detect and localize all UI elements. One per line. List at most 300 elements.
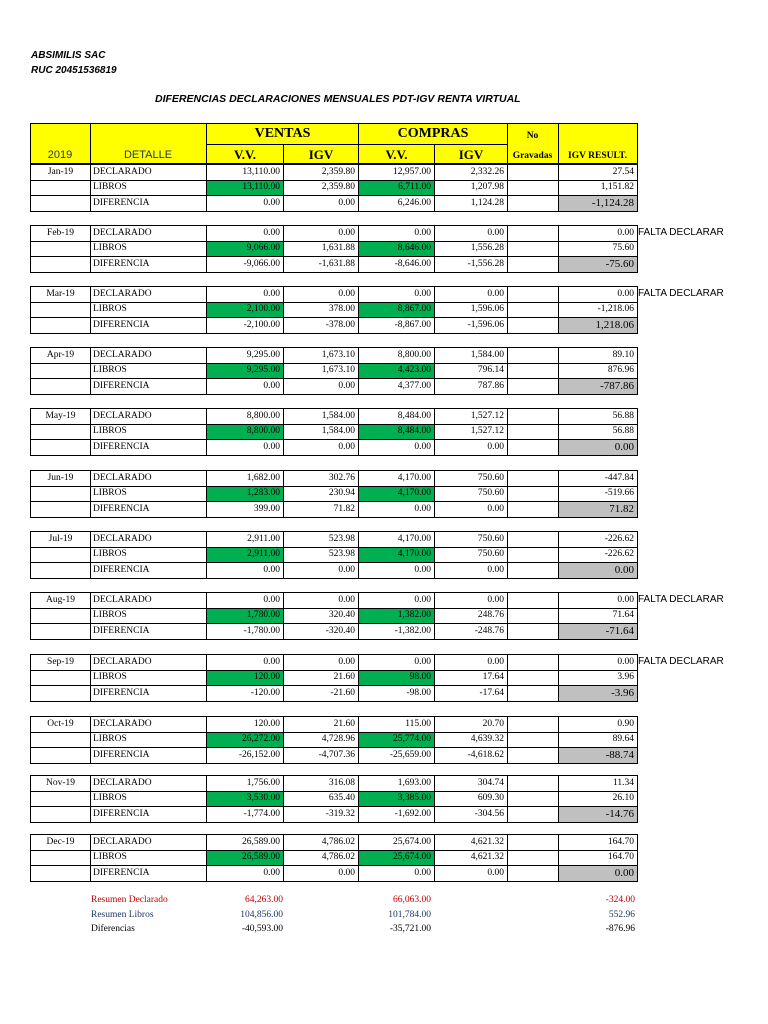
igv-result-value: -447.84 bbox=[558, 470, 638, 487]
value-igv-c: 1,207.98 bbox=[434, 180, 508, 196]
month-cell bbox=[30, 685, 91, 702]
igv-result-value: 0.00 bbox=[558, 654, 638, 671]
value-vv-c: -1,692.00 bbox=[358, 806, 435, 823]
value-igv-v: 2,359.80 bbox=[283, 180, 359, 196]
summary-result: -876.96 bbox=[605, 924, 635, 934]
value-igv-c: 1,527.12 bbox=[434, 424, 508, 440]
header-no-gravadas-1: No bbox=[526, 131, 539, 142]
igv-result-value: 0.00 bbox=[558, 286, 638, 303]
month-cell: Feb-19 bbox=[30, 225, 91, 242]
value-igv-v: -1,631.88 bbox=[283, 256, 359, 273]
value-vv-c: 12,957.00 bbox=[358, 164, 435, 181]
value-igv-v: 1,673.10 bbox=[283, 347, 359, 364]
no-gravadas-value bbox=[507, 470, 559, 487]
igv-result-value: 89.64 bbox=[558, 732, 638, 748]
value-vv-v: 0.00 bbox=[206, 225, 284, 242]
row-label: DIFERENCIA bbox=[90, 501, 207, 518]
value-igv-c: 0.00 bbox=[434, 286, 508, 303]
value-vv-v: 0.00 bbox=[206, 654, 284, 671]
value-igv-v: 1,584.00 bbox=[283, 424, 359, 440]
value-vv-c: -8,867.00 bbox=[358, 317, 435, 334]
value-igv-c: 1,527.12 bbox=[434, 408, 508, 425]
no-gravadas-value bbox=[507, 732, 559, 748]
value-igv-v: 378.00 bbox=[283, 302, 359, 318]
month-cell bbox=[30, 378, 91, 395]
no-gravadas-value bbox=[507, 195, 559, 212]
value-vv-v: 120.00 bbox=[206, 670, 284, 686]
value-vv-v: 3,530.00 bbox=[206, 791, 284, 807]
month-cell bbox=[30, 241, 91, 257]
value-igv-c: -1,596.06 bbox=[434, 317, 508, 334]
igv-result-value: 876.96 bbox=[558, 363, 638, 379]
igv-result-value: 164.70 bbox=[558, 850, 638, 866]
no-gravadas-value bbox=[507, 241, 559, 257]
no-gravadas-value bbox=[507, 654, 559, 671]
row-label: LIBROS bbox=[90, 791, 207, 807]
summary-ventas: 104,856.00 bbox=[240, 910, 283, 920]
value-vv-c: 0.00 bbox=[358, 286, 435, 303]
value-vv-v: 120.00 bbox=[206, 716, 284, 733]
value-vv-v: 26,272.00 bbox=[206, 732, 284, 748]
igv-result-value: 0.00 bbox=[558, 592, 638, 609]
month-cell: Oct-19 bbox=[30, 716, 91, 733]
no-gravadas-value bbox=[507, 775, 559, 792]
value-igv-v: 0.00 bbox=[283, 562, 359, 579]
no-gravadas-value bbox=[507, 164, 559, 181]
row-label: DECLARADO bbox=[90, 775, 207, 792]
value-igv-c: -4,618.62 bbox=[434, 747, 508, 764]
value-igv-c: 0.00 bbox=[434, 562, 508, 579]
value-vv-v: -120.00 bbox=[206, 685, 284, 702]
value-igv-c: 1,124.28 bbox=[434, 195, 508, 212]
value-igv-v: -4,707.36 bbox=[283, 747, 359, 764]
row-label: LIBROS bbox=[90, 363, 207, 379]
header-detalle: DETALLE bbox=[123, 149, 173, 161]
value-vv-v: 26,589.00 bbox=[206, 850, 284, 866]
month-cell bbox=[30, 180, 91, 196]
value-vv-c: 0.00 bbox=[358, 225, 435, 242]
igv-result-value: 0.00 bbox=[558, 439, 638, 456]
value-vv-c: 0.00 bbox=[358, 865, 435, 882]
value-igv-c: 750.60 bbox=[434, 531, 508, 548]
no-gravadas-value bbox=[507, 501, 559, 518]
igv-result-value: -226.62 bbox=[558, 531, 638, 548]
value-vv-c: 0.00 bbox=[358, 654, 435, 671]
no-gravadas-value bbox=[507, 424, 559, 440]
no-gravadas-value bbox=[507, 225, 559, 242]
row-label: DIFERENCIA bbox=[90, 195, 207, 212]
value-igv-c: 609.30 bbox=[434, 791, 508, 807]
value-vv-c: -25,659.00 bbox=[358, 747, 435, 764]
header-compras-igv: IGV bbox=[434, 144, 508, 164]
month-cell bbox=[30, 317, 91, 334]
row-label: DECLARADO bbox=[90, 164, 207, 181]
month-cell bbox=[30, 732, 91, 748]
month-cell bbox=[30, 439, 91, 456]
row-label: LIBROS bbox=[90, 424, 207, 440]
value-vv-v: 0.00 bbox=[206, 865, 284, 882]
value-vv-v: -1,780.00 bbox=[206, 623, 284, 640]
value-vv-v: 9,066.00 bbox=[206, 241, 284, 257]
month-cell bbox=[30, 791, 91, 807]
igv-result-value: 27.54 bbox=[558, 164, 638, 181]
value-vv-v: 13,110.00 bbox=[206, 180, 284, 196]
value-vv-c: 0.00 bbox=[358, 439, 435, 456]
month-cell: Sep-19 bbox=[30, 654, 91, 671]
no-gravadas-value bbox=[507, 378, 559, 395]
falta-declarar-note: FALTA DECLARAR bbox=[638, 288, 724, 299]
value-igv-v: 0.00 bbox=[283, 439, 359, 456]
value-igv-c: 0.00 bbox=[434, 439, 508, 456]
value-vv-v: 399.00 bbox=[206, 501, 284, 518]
falta-declarar-note: FALTA DECLARAR bbox=[638, 227, 724, 238]
value-vv-c: 0.00 bbox=[358, 592, 435, 609]
falta-declarar-note: FALTA DECLARAR bbox=[638, 656, 724, 667]
igv-result-value: 26.10 bbox=[558, 791, 638, 807]
value-igv-c: 750.60 bbox=[434, 547, 508, 563]
value-igv-v: 0.00 bbox=[283, 225, 359, 242]
value-vv-v: 13,110.00 bbox=[206, 164, 284, 181]
value-vv-v: 1,682.00 bbox=[206, 470, 284, 487]
month-cell: Jun-19 bbox=[30, 470, 91, 487]
value-igv-c: 4,639.32 bbox=[434, 732, 508, 748]
row-label: DIFERENCIA bbox=[90, 685, 207, 702]
value-igv-c: 787.86 bbox=[434, 378, 508, 395]
value-igv-c: 0.00 bbox=[434, 501, 508, 518]
no-gravadas-value bbox=[507, 806, 559, 823]
no-gravadas-value bbox=[507, 608, 559, 624]
no-gravadas-value bbox=[507, 408, 559, 425]
month-cell: Jul-19 bbox=[30, 531, 91, 548]
value-vv-v: 0.00 bbox=[206, 592, 284, 609]
value-igv-v: 523.98 bbox=[283, 531, 359, 548]
value-igv-c: 0.00 bbox=[434, 225, 508, 242]
value-igv-v: 4,728.96 bbox=[283, 732, 359, 748]
row-label: DIFERENCIA bbox=[90, 317, 207, 334]
row-label: DIFERENCIA bbox=[90, 747, 207, 764]
summary-ventas: 64,263.00 bbox=[245, 895, 283, 905]
month-cell bbox=[30, 850, 91, 866]
month-cell: Nov-19 bbox=[30, 775, 91, 792]
value-vv-v: 9,295.00 bbox=[206, 363, 284, 379]
value-igv-c: 304.74 bbox=[434, 775, 508, 792]
header-compras: COMPRAS bbox=[358, 123, 508, 145]
row-label: LIBROS bbox=[90, 241, 207, 257]
value-vv-c: 6,246.00 bbox=[358, 195, 435, 212]
no-gravadas-value bbox=[507, 716, 559, 733]
igv-result-value: -1,218.06 bbox=[558, 302, 638, 318]
row-label: DECLARADO bbox=[90, 716, 207, 733]
value-vv-c: 25,774.00 bbox=[358, 732, 435, 748]
value-vv-v: 0.00 bbox=[206, 378, 284, 395]
company-name: ABSIMILIS SAC bbox=[31, 50, 106, 61]
value-vv-c: 1,693.00 bbox=[358, 775, 435, 792]
no-gravadas-value bbox=[507, 791, 559, 807]
month-cell bbox=[30, 806, 91, 823]
month-cell bbox=[30, 302, 91, 318]
value-vv-v: 8,800.00 bbox=[206, 424, 284, 440]
no-gravadas-value bbox=[507, 670, 559, 686]
value-igv-v: 21.60 bbox=[283, 716, 359, 733]
igv-result-value: 75.60 bbox=[558, 241, 638, 257]
month-cell bbox=[30, 670, 91, 686]
row-label: DIFERENCIA bbox=[90, 439, 207, 456]
value-vv-c: 3,385.00 bbox=[358, 791, 435, 807]
value-igv-v: 4,786.02 bbox=[283, 850, 359, 866]
row-label: LIBROS bbox=[90, 180, 207, 196]
value-vv-v: 1,283.00 bbox=[206, 486, 284, 502]
igv-result-value: 0.00 bbox=[558, 562, 638, 579]
igv-result-value: 11.34 bbox=[558, 775, 638, 792]
igv-result-value: -1,124.28 bbox=[558, 195, 638, 212]
row-label: DECLARADO bbox=[90, 347, 207, 364]
value-vv-c: 0.00 bbox=[358, 562, 435, 579]
row-label: LIBROS bbox=[90, 547, 207, 563]
row-label: DIFERENCIA bbox=[90, 562, 207, 579]
row-label: DIFERENCIA bbox=[90, 623, 207, 640]
value-vv-c: -8,646.00 bbox=[358, 256, 435, 273]
value-vv-c: 4,377.00 bbox=[358, 378, 435, 395]
value-vv-v: -26,152.00 bbox=[206, 747, 284, 764]
row-label: DIFERENCIA bbox=[90, 865, 207, 882]
no-gravadas-value bbox=[507, 592, 559, 609]
value-igv-v: 0.00 bbox=[283, 286, 359, 303]
value-vv-c: 8,800.00 bbox=[358, 347, 435, 364]
no-gravadas-value bbox=[507, 562, 559, 579]
value-vv-c: 4,170.00 bbox=[358, 531, 435, 548]
value-igv-c: -248.76 bbox=[434, 623, 508, 640]
value-igv-v: 4,786.02 bbox=[283, 834, 359, 851]
value-vv-c: 0.00 bbox=[358, 501, 435, 518]
value-igv-v: -319.32 bbox=[283, 806, 359, 823]
no-gravadas-value bbox=[507, 286, 559, 303]
month-cell: Jan-19 bbox=[30, 164, 91, 181]
month-cell bbox=[30, 424, 91, 440]
row-label: DIFERENCIA bbox=[90, 806, 207, 823]
no-gravadas-value bbox=[507, 623, 559, 640]
company-ruc: RUC 20451536819 bbox=[31, 65, 117, 76]
value-igv-c: 1,556.28 bbox=[434, 241, 508, 257]
igv-result-value: 164.70 bbox=[558, 834, 638, 851]
header-compras-vv: V.V. bbox=[358, 144, 435, 164]
value-vv-v: -9,066.00 bbox=[206, 256, 284, 273]
value-vv-c: 4,170.00 bbox=[358, 486, 435, 502]
month-cell bbox=[30, 256, 91, 273]
value-igv-v: 0.00 bbox=[283, 378, 359, 395]
value-igv-v: 1,631.88 bbox=[283, 241, 359, 257]
igv-result-value: 1,218.06 bbox=[558, 317, 638, 334]
no-gravadas-value bbox=[507, 685, 559, 702]
row-label: LIBROS bbox=[90, 670, 207, 686]
header-ventas-igv: IGV bbox=[283, 144, 359, 164]
value-vv-v: -1,774.00 bbox=[206, 806, 284, 823]
igv-result-value: 89.10 bbox=[558, 347, 638, 364]
igv-result-value: 0.00 bbox=[558, 865, 638, 882]
no-gravadas-value bbox=[507, 317, 559, 334]
value-igv-c: 2,332.26 bbox=[434, 164, 508, 181]
row-label: DECLARADO bbox=[90, 531, 207, 548]
value-igv-v: 1,673.10 bbox=[283, 363, 359, 379]
value-igv-v: 0.00 bbox=[283, 654, 359, 671]
value-vv-v: 26,589.00 bbox=[206, 834, 284, 851]
value-igv-c: -1,556.28 bbox=[434, 256, 508, 273]
igv-result-value: 56.88 bbox=[558, 408, 638, 425]
value-vv-c: 25,674.00 bbox=[358, 850, 435, 866]
value-vv-c: 25,674.00 bbox=[358, 834, 435, 851]
month-cell: Aug-19 bbox=[30, 592, 91, 609]
value-igv-c: 1,596.06 bbox=[434, 302, 508, 318]
value-igv-v: -21.60 bbox=[283, 685, 359, 702]
row-label: LIBROS bbox=[90, 486, 207, 502]
no-gravadas-value bbox=[507, 256, 559, 273]
igv-result-value: -71.64 bbox=[558, 623, 638, 640]
value-vv-v: 0.00 bbox=[206, 439, 284, 456]
value-igv-c: 0.00 bbox=[434, 592, 508, 609]
row-label: DIFERENCIA bbox=[90, 378, 207, 395]
summary-ventas: -40,593.00 bbox=[241, 924, 283, 934]
value-igv-c: 0.00 bbox=[434, 654, 508, 671]
value-vv-c: -98.00 bbox=[358, 685, 435, 702]
igv-result-value: -88.74 bbox=[558, 747, 638, 764]
no-gravadas-value bbox=[507, 834, 559, 851]
value-vv-v: 0.00 bbox=[206, 195, 284, 212]
igv-result-value: 71.82 bbox=[558, 501, 638, 518]
value-igv-c: 17.64 bbox=[434, 670, 508, 686]
month-cell bbox=[30, 562, 91, 579]
igv-result-value: 56.88 bbox=[558, 424, 638, 440]
value-igv-v: 0.00 bbox=[283, 195, 359, 212]
month-cell: Dec-19 bbox=[30, 834, 91, 851]
summary-compras: 101,784.00 bbox=[388, 910, 431, 920]
falta-declarar-note: FALTA DECLARAR bbox=[638, 594, 724, 605]
value-vv-v: 8,800.00 bbox=[206, 408, 284, 425]
summary-label: Diferencias bbox=[91, 924, 135, 934]
value-igv-c: -17.64 bbox=[434, 685, 508, 702]
igv-result-value: -14.76 bbox=[558, 806, 638, 823]
igv-result-value: -226.62 bbox=[558, 547, 638, 563]
value-igv-c: 20.70 bbox=[434, 716, 508, 733]
month-cell: Mar-19 bbox=[30, 286, 91, 303]
no-gravadas-value bbox=[507, 747, 559, 764]
value-igv-v: 230.94 bbox=[283, 486, 359, 502]
no-gravadas-value bbox=[507, 363, 559, 379]
summary-label: Resumen Libros bbox=[91, 910, 154, 920]
value-igv-c: 1,584.00 bbox=[434, 347, 508, 364]
value-vv-c: 4,170.00 bbox=[358, 547, 435, 563]
value-vv-v: 2,911.00 bbox=[206, 531, 284, 548]
row-label: DECLARADO bbox=[90, 408, 207, 425]
row-label: DECLARADO bbox=[90, 470, 207, 487]
month-cell bbox=[30, 486, 91, 502]
value-igv-v: -320.40 bbox=[283, 623, 359, 640]
value-vv-v: 0.00 bbox=[206, 562, 284, 579]
no-gravadas-value bbox=[507, 439, 559, 456]
igv-result-value: -3.96 bbox=[558, 685, 638, 702]
month-cell bbox=[30, 747, 91, 764]
value-vv-v: -2,100.00 bbox=[206, 317, 284, 334]
no-gravadas-value bbox=[507, 531, 559, 548]
value-vv-v: 0.00 bbox=[206, 286, 284, 303]
igv-result-value: 0.00 bbox=[558, 225, 638, 242]
row-label: LIBROS bbox=[90, 850, 207, 866]
value-igv-v: 0.00 bbox=[283, 865, 359, 882]
page-title: DIFERENCIAS DECLARACIONES MENSUALES PDT-IGV RENTA VIRTUAL bbox=[155, 93, 521, 105]
month-cell: Apr-19 bbox=[30, 347, 91, 364]
summary-compras: -35,721.00 bbox=[389, 924, 431, 934]
no-gravadas-value bbox=[507, 865, 559, 882]
summary-result: 552.96 bbox=[608, 910, 635, 920]
header-no-gravadas-2: Gravadas bbox=[512, 151, 553, 162]
month-cell bbox=[30, 547, 91, 563]
igv-result-value: 0.90 bbox=[558, 716, 638, 733]
value-vv-c: -1,382.00 bbox=[358, 623, 435, 640]
row-label: LIBROS bbox=[90, 608, 207, 624]
value-igv-v: 0.00 bbox=[283, 592, 359, 609]
value-igv-v: 71.82 bbox=[283, 501, 359, 518]
row-label: DIFERENCIA bbox=[90, 256, 207, 273]
value-igv-c: 248.76 bbox=[434, 608, 508, 624]
no-gravadas-value bbox=[507, 547, 559, 563]
igv-result-value: 1,151.82 bbox=[558, 180, 638, 196]
value-vv-v: 2,911.00 bbox=[206, 547, 284, 563]
value-vv-c: 8,646.00 bbox=[358, 241, 435, 257]
igv-result-value: 71.64 bbox=[558, 608, 638, 624]
month-cell bbox=[30, 623, 91, 640]
no-gravadas-value bbox=[507, 180, 559, 196]
value-igv-v: 320.40 bbox=[283, 608, 359, 624]
row-label: LIBROS bbox=[90, 302, 207, 318]
value-igv-c: 750.60 bbox=[434, 470, 508, 487]
value-igv-v: 523.98 bbox=[283, 547, 359, 563]
value-vv-c: 115.00 bbox=[358, 716, 435, 733]
row-label: LIBROS bbox=[90, 732, 207, 748]
value-vv-c: 98.00 bbox=[358, 670, 435, 686]
summary-result: -324.00 bbox=[605, 895, 635, 905]
value-igv-c: 796.14 bbox=[434, 363, 508, 379]
row-label: DECLARADO bbox=[90, 834, 207, 851]
no-gravadas-value bbox=[507, 486, 559, 502]
month-cell bbox=[30, 501, 91, 518]
igv-result-value: -519.66 bbox=[558, 486, 638, 502]
summary-label: Resumen Declarado bbox=[91, 895, 168, 905]
month-cell bbox=[30, 195, 91, 212]
igv-result-value: -787.86 bbox=[558, 378, 638, 395]
header-igv-result: IGV RESULT. bbox=[568, 151, 627, 162]
value-vv-v: 9,295.00 bbox=[206, 347, 284, 364]
value-vv-c: 4,423.00 bbox=[358, 363, 435, 379]
value-igv-c: 0.00 bbox=[434, 865, 508, 882]
value-igv-v: 2,359.80 bbox=[283, 164, 359, 181]
row-label: DECLARADO bbox=[90, 654, 207, 671]
value-igv-v: 302.76 bbox=[283, 470, 359, 487]
value-igv-c: 750.60 bbox=[434, 486, 508, 502]
value-vv-c: 1,382.00 bbox=[358, 608, 435, 624]
header-ventas: VENTAS bbox=[206, 123, 359, 145]
summary-compras: 66,063.00 bbox=[393, 895, 431, 905]
value-vv-c: 4,170.00 bbox=[358, 470, 435, 487]
value-vv-v: 1,780.00 bbox=[206, 608, 284, 624]
row-label: DECLARADO bbox=[90, 286, 207, 303]
value-vv-c: 6,711.00 bbox=[358, 180, 435, 196]
header-ventas-vv: V.V. bbox=[206, 144, 284, 164]
value-vv-c: 8,484.00 bbox=[358, 408, 435, 425]
value-vv-c: 8,484.00 bbox=[358, 424, 435, 440]
value-vv-v: 1,756.00 bbox=[206, 775, 284, 792]
month-cell: May-19 bbox=[30, 408, 91, 425]
value-vv-v: 2,100.00 bbox=[206, 302, 284, 318]
value-igv-c: 4,621.32 bbox=[434, 834, 508, 851]
value-igv-v: 21.60 bbox=[283, 670, 359, 686]
